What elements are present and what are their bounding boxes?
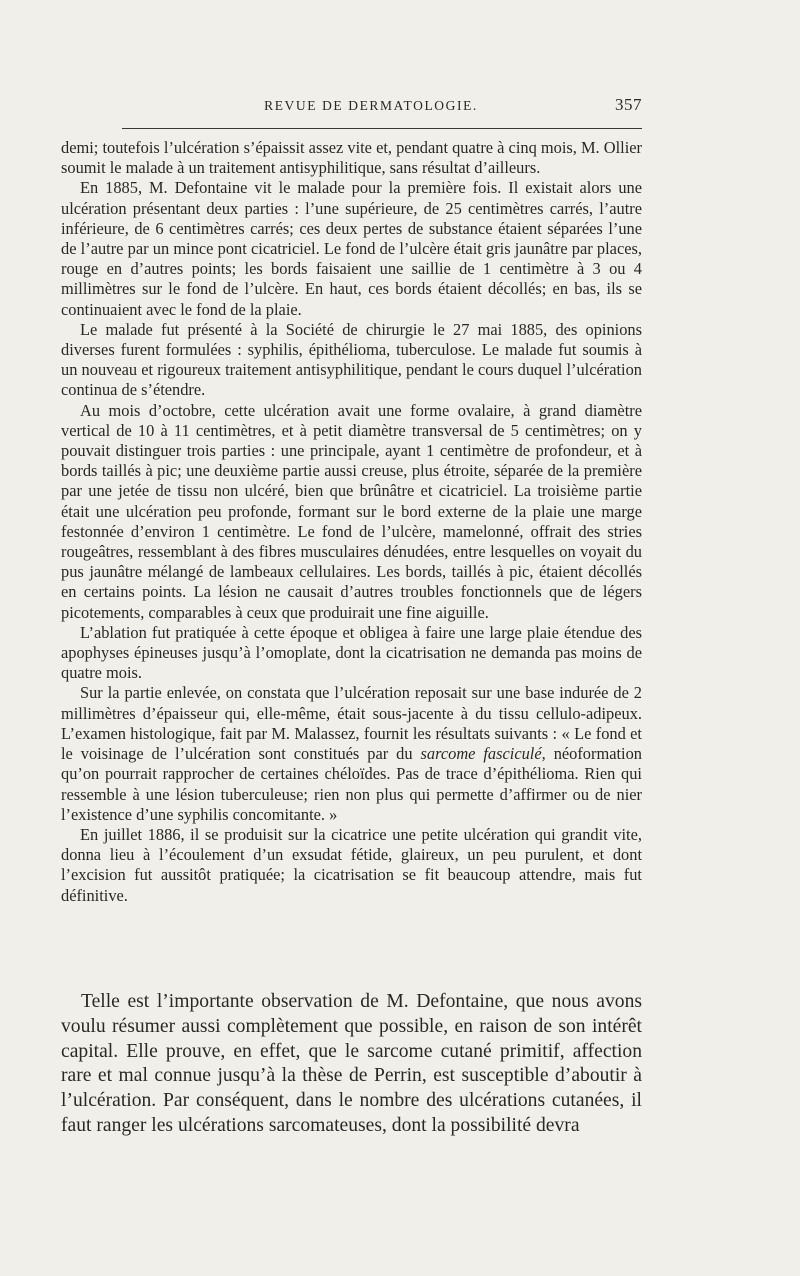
paragraph: [61, 683, 642, 824]
commentary-text: [61, 990, 642, 1139]
paragraph-text: néoformation qu’on pourrait rapprocher de certaines chéloïdes. Pas de trace d’épithélioma. Rien qui ressemble à une lésion tuberculeuse; rien non plus qui permette d’affirmer ou de nier l’existence d’une syphilis concomitante. »: [61, 744, 642, 824]
paragraph: Le malade fut présenté à la Société de chirurgie le 27 mai 1885, des opinions diverses furent formulées : syphilis, épithélioma, tuberculose. Le malade fut soumis à un nouveau et rigoureux traitement antisyphilitique, pendant le cours duquel l’ulcération continua de s’étendre.: [61, 319, 642, 400]
paragraph: Telle est l’importante observation de M. Defontaine, que nous avons voulu résumer aussi complètement que possible, en raison de son intérêt capital. Elle prouve, en effet, que le sarcome cutané primitif, affection rare et mal connue jusqu’à la thèse de Perrin, est susceptible d’aboutir à l’ulcération. Par conséquent, dans le nombre des ulcérations cutanées, il faut ranger les ulcérations sarcomateuses, dont la possibilité devra: [61, 991, 642, 1136]
running-title: REVUE DE DERMATOLOGIE.: [264, 98, 478, 113]
page-number: 357: [615, 95, 642, 114]
paragraph: En juillet 1886, il se produisit sur la cicatrice une petite ulcération qui grandit vite, donna lieu à l’écoulement d’un exsudat fétide, glaireux, un peu purulent, et dont l’excision fut aussitôt pratiquée; la cicatrisation se fit beaucoup attendre, mais fut définitive.: [61, 824, 642, 905]
italic-term: sarcome fasciculé,: [420, 744, 546, 764]
paragraph: demi; toutefois l’ulcération s’épaissit assez vite et, pendant quatre à cinq mois, M. Ollier soumit le malade à un traitement antisyphilitique, sans résultat d’ailleurs.: [61, 138, 642, 178]
paragraph: Au mois d’octobre, cette ulcération avait une forme ovalaire, à grand diamètre vertical de 10 à 11 centimètres, et à petit diamètre transversal de 5 centimètres; on y pouvait distinguer trois parties : une principale, ayant 1 centimètre de profondeur, et à bords taillés à pic; une deuxième partie aussi creuse, plus étroite, séparée de la première par une jetée de tissu non ulcéré, bien que brûnâtre et cicatriciel. La troisième partie était une ulcération peu profonde, formant sur le bord externe de la plaie une marge festonnée d’environ 1 centimètre. Le fond de l’ulcère, mamelonné, offrait des stries rougeâtres, ressemblant à des fibres musculaires dénudées, entre lesquelles on voyait du pus jaunâtre mélangé de lambeaux cellulaires. Les bords, taillés à pic, étaient décollés en certains points. La lésion ne causait d’autres troubles fonctionnels que de légers picotements, comparables à ceux que produirait une fine aiguille.: [61, 400, 642, 622]
paragraph: L’ablation fut pratiquée à cette époque et obligea à faire une large plaie étendue des apophyses épineuses jusqu’à l’omoplate, dont la cicatrisation ne demanda pas moins de quatre mois.: [61, 622, 642, 683]
running-head: [60, 92, 642, 116]
case-report-text: [61, 138, 642, 906]
paragraph-text: Sur la partie enlevée, on constata que l’ulcération reposait sur une base indurée de 2 millimètres d’épaisseur qui, elle-même, était sous-jacente à du tissu cellulo-adipeux. L’examen histologique, fait par M. Malassez, fournit les résultats suivants : « Le fond et le voisinage de l’ulcération sont constitués par du: [61, 683, 642, 764]
paragraph: En 1885, M. Defontaine vit le malade pour la première fois. Il existait alors une ulcération présentant deux parties : l’une supérieure, de 25 centimètres carrés, l’autre inférieure, de 6 centimètres carrés; ces deux pertes de substance étaient séparées l’une de l’autre par un mince pont cicatriciel. Le fond de l’ulcère était gris jaunâtre par places, rouge en d’autres points; les bords faisaient une saillie de 1 centimètre à 3 ou 4 millimètres sur le fond de l’ulcère. En haut, ces bords étaient décollés; en bas, ils se continuaient avec le fond de la plaie.: [61, 178, 642, 319]
header-rule: [122, 128, 642, 129]
